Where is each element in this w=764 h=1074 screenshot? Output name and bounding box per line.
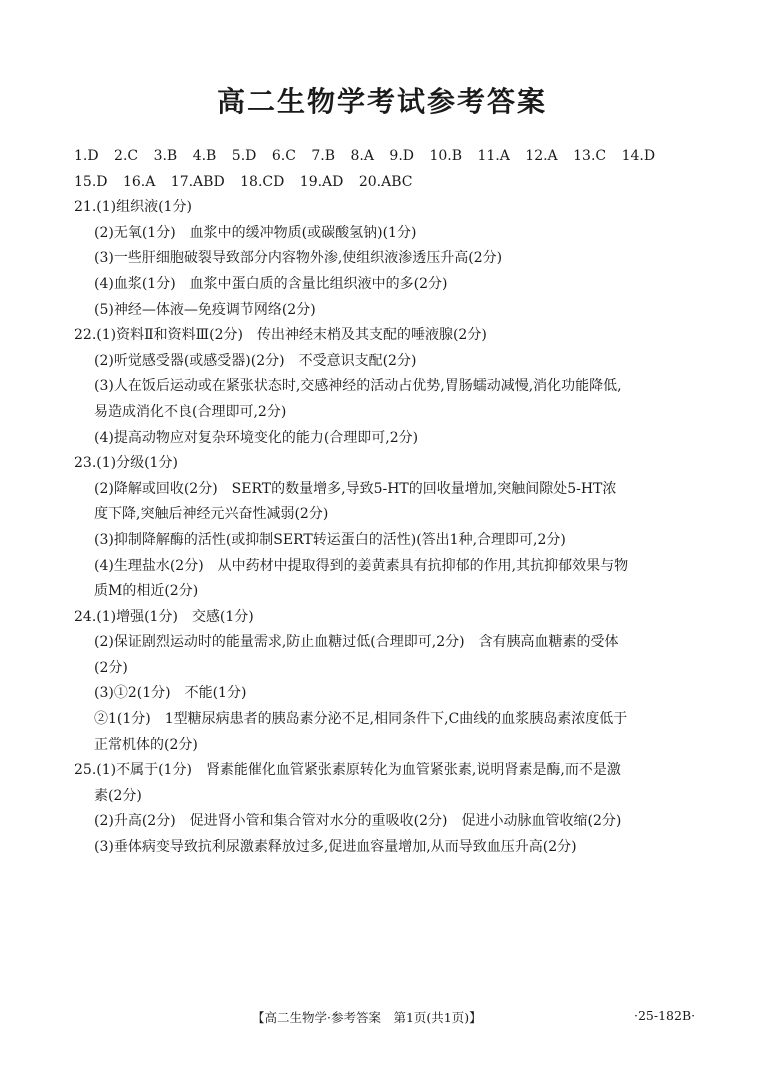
q25-part1	[74, 758, 704, 784]
answer-text: 从中药材中提取得到的姜黄素具有抗抑郁的作用,其抗抑郁效果与物	[217, 557, 629, 574]
answer-text: (2)无氧(1分)	[94, 224, 176, 241]
answer-text: 含有胰高血糖素的受体	[478, 634, 619, 651]
answer-text: 24.(1)增强(1分)	[74, 608, 178, 625]
q22-part2	[74, 349, 704, 375]
answer-text: 1型糖尿病患者的胰岛素分泌不足,相同条件下,C曲线的血浆胰岛素浓度低于	[164, 711, 628, 728]
q21-part4	[74, 272, 704, 298]
mc-answers-row-1	[74, 144, 704, 170]
mc-answer: 3.B	[153, 148, 178, 164]
answer-text: 25.(1)不属于(1分)	[74, 762, 192, 779]
mc-answer: 11.A	[477, 148, 510, 164]
q21-part2	[74, 221, 704, 247]
q21-part5: (5)神经—体液—免疫调节网络(2分)	[94, 301, 316, 318]
q23-part2-cont: 度下降,突触后神经元兴奋性减弱(2分)	[94, 506, 329, 523]
answer-text: (4)生理盐水(2分)	[94, 557, 204, 574]
mc-answer: 16.A	[122, 173, 156, 190]
q24-part3	[74, 681, 704, 707]
q24-part3-sub2-cont: 正常机体的(2分)	[94, 736, 198, 753]
q23-part2	[74, 477, 704, 503]
q21-part1: 21.(1)组织液(1分)	[74, 199, 192, 216]
footer-doc-code: ·25-182B·	[634, 1008, 696, 1023]
mc-answer: 6.C	[271, 148, 296, 164]
q25-part2	[74, 809, 704, 835]
mc-answer: 9.D	[389, 148, 414, 164]
q24-part2-cont: (2分)	[94, 659, 128, 676]
q21-part3: (3)一些肝细胞破裂导致部分内容物外渗,使组织液渗透压升高(2分)	[94, 250, 503, 267]
q23-part3: (3)抑制降解酶的活性(或抑制SERT转运蛋白的活性)(答出1种,合理即可,2分)	[94, 531, 566, 548]
q24-part3-sub2	[74, 707, 704, 733]
q22-part1	[74, 323, 704, 349]
answer-text: (2)听觉感受器(或感受器)(2分)	[94, 352, 285, 369]
q25-part1-cont: 素(2分)	[94, 787, 142, 804]
answer-text: 促进肾小管和集合管对水分的重吸收(2分)	[189, 813, 448, 830]
mc-answer: 5.D	[231, 148, 257, 164]
mc-answer: 7.B	[311, 148, 336, 164]
mc-answers-row-2	[74, 170, 704, 196]
answer-text: 血浆中蛋白质的含量比组织液中的多(2分)	[189, 275, 448, 292]
q25-part3: (3)垂体病变导致抗利尿激素释放过多,促进血容量增加,从而导致血压升高(2分)	[94, 839, 577, 856]
answer-text: 交感(1分)	[191, 608, 254, 625]
footer-page-info: 【高二生物学·参考答案 第1页(共1页)】	[252, 1010, 482, 1025]
mc-answer: 1.D	[74, 148, 99, 164]
answer-text: 不能(1分)	[184, 685, 247, 702]
answer-text: (4)血浆(1分)	[94, 275, 176, 292]
answer-text: (2)升高(2分)	[94, 813, 176, 830]
q22-part4: (4)提高动物应对复杂环境变化的能力(合理即可,2分)	[94, 429, 419, 446]
mc-answer: 18.CD	[240, 173, 285, 190]
mc-answer: 10.B	[429, 148, 463, 164]
answer-content	[74, 144, 704, 861]
answer-text: 肾素能催化血管紧张素原转化为血管紧张素,说明肾素是酶,而不是激	[205, 762, 621, 779]
mc-answer: 14.D	[621, 148, 656, 164]
page-title: 高二生物学考试参考答案	[216, 85, 547, 118]
answer-text: 22.(1)资料Ⅱ和资料Ⅲ(2分)	[74, 327, 243, 344]
answer-text: (2)保证剧烈运动时的能量需求,防止血糖过低(合理即可,2分)	[94, 634, 465, 651]
mc-answer: 4.B	[192, 148, 217, 164]
mc-answer: 20.ABC	[358, 173, 413, 190]
answer-text: (2)降解或回收(2分)	[94, 480, 218, 497]
q23-part1: 23.(1)分级(1分)	[74, 455, 178, 472]
answer-text: 不受意识支配(2分)	[298, 352, 417, 369]
q23-part4-cont: 质M的相近(2分)	[94, 583, 199, 600]
mc-answer: 15.D	[74, 173, 108, 190]
answer-text: 促进小动脉血管收缩(2分)	[461, 813, 622, 830]
q22-part3: (3)人在饭后运动或在紧张状态时,交感神经的活动占优势,胃肠蠕动减慢,消化功能降低,	[94, 378, 622, 395]
mc-answer: 12.A	[525, 148, 558, 164]
answer-text: ②1(1分)	[94, 711, 151, 728]
mc-answer: 13.C	[573, 148, 607, 164]
answer-text: 血浆中的缓冲物质(或碳酸氢钠)(1分)	[189, 224, 417, 241]
q24-part1	[74, 605, 704, 631]
q22-part3-cont: 易造成消化不良(合理即可,2分)	[94, 403, 287, 420]
mc-answer: 2.C	[114, 148, 139, 164]
q24-part2	[74, 630, 704, 656]
mc-answer: 17.ABD	[170, 173, 225, 190]
mc-answer: 19.AD	[299, 173, 344, 190]
mc-answer: 8.A	[350, 148, 374, 164]
answer-text: SERT的数量增多,导致5-HT的回收量增加,突触间隙处5-HT浓	[231, 480, 617, 497]
answer-text: 传出神经末梢及其支配的唾液腺(2分)	[256, 327, 487, 344]
q23-part4	[74, 554, 704, 580]
answer-text: (3)①2(1分)	[94, 685, 171, 702]
